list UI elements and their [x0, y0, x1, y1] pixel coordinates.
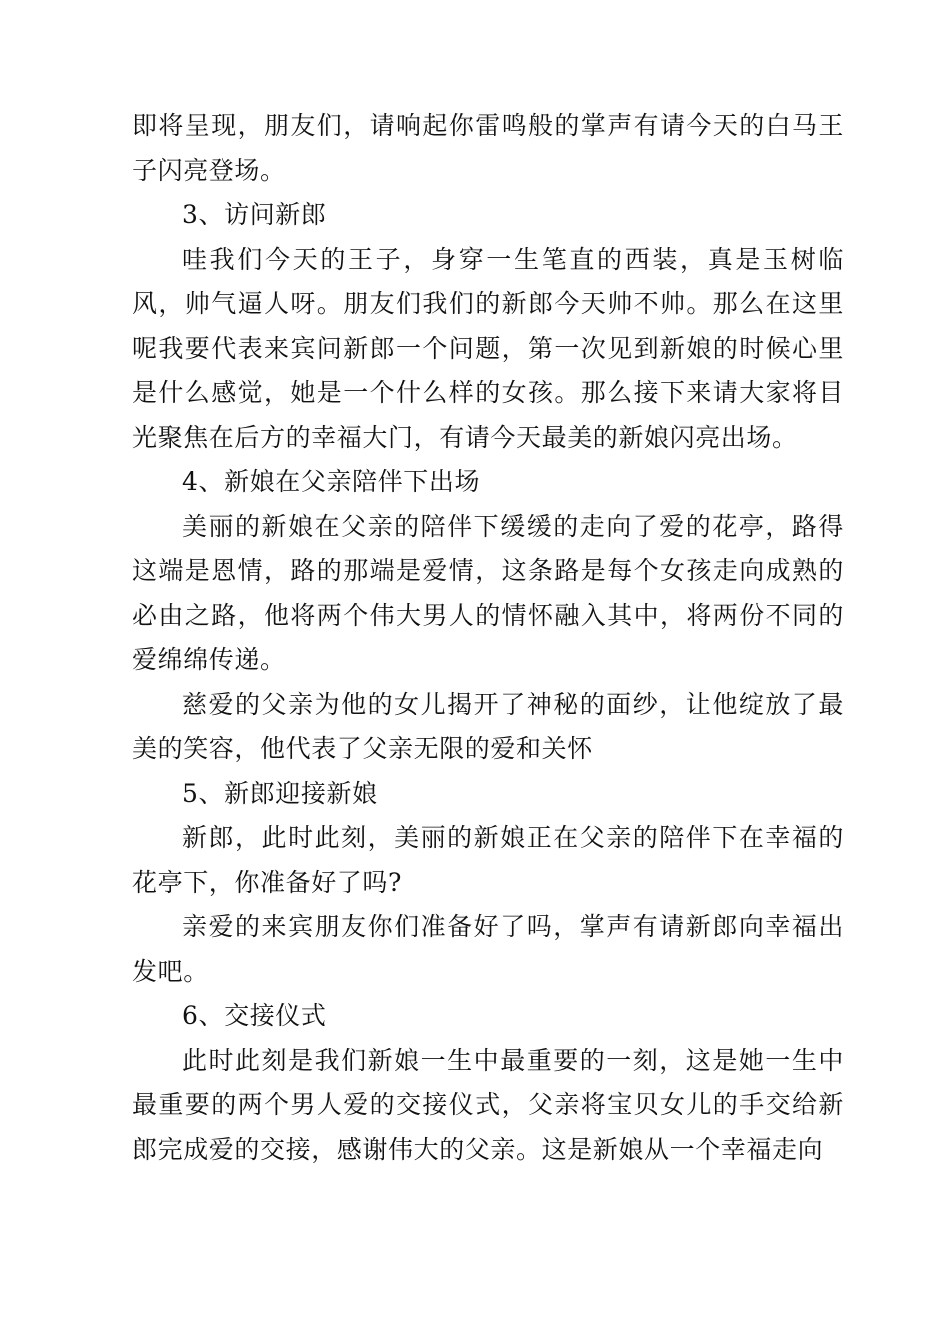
section-heading-4: 4、新娘在父亲陪伴下出场	[182, 467, 481, 496]
paragraph-guests-ready: 亲爱的来宾朋友你们准备好了吗，掌声有请新郎向幸福出发吧。	[132, 912, 844, 986]
paragraph-handover: 此时此刻是我们新娘一生中最重要的一刻，这是她一生中最重要的两个男人爱的交接仪式，父亲将宝贝女儿的手交给新郎完成爱的交接，感谢伟大的父亲。这是新娘从一个幸福走向	[132, 1045, 844, 1164]
paragraph-intro: 即将呈现，朋友们，请响起你雷鸣般的掌声有请今天的白马王子闪亮登场。	[132, 111, 844, 185]
paragraph-father-veil: 慈爱的父亲为他的女儿揭开了神秘的面纱，让他绽放了最美的笑容，他代表了父亲无限的爱和关怀	[132, 689, 844, 763]
paragraph-bride-entrance: 美丽的新娘在父亲的陪伴下缓缓的走向了爱的花亭，路得这端是恩情，路的那端是爱情，这条路是每个女孩走向成熟的必由之路，他将两个伟大男人的情怀融入其中，将两份不同的爱绵绵传递。	[132, 511, 844, 674]
paragraph-groom-ready: 新郎，此时此刻，美丽的新娘正在父亲的陪伴下在幸福的花亭下，你准备好了吗?	[132, 823, 844, 897]
section-heading-3: 3、访问新郎	[182, 200, 327, 229]
section-heading-5: 5、新郎迎接新娘	[182, 778, 378, 808]
paragraph-interview-groom: 哇我们今天的王子，身穿一生笔直的西装，真是玉树临风，帅气逼人呀。朋友们我们的新郎今天帅不帅。那么在这里呢我要代表来宾问新郎一个问题，第一次见到新娘的时候心里是什么感觉，她是一个什么样的女孩。那么接下来请大家将目光聚焦在后方的幸福大门，有请今天最美的新娘闪亮出场。	[132, 244, 844, 452]
section-heading-6: 6、交接仪式	[182, 1001, 327, 1030]
document-page	[132, 104, 844, 1172]
